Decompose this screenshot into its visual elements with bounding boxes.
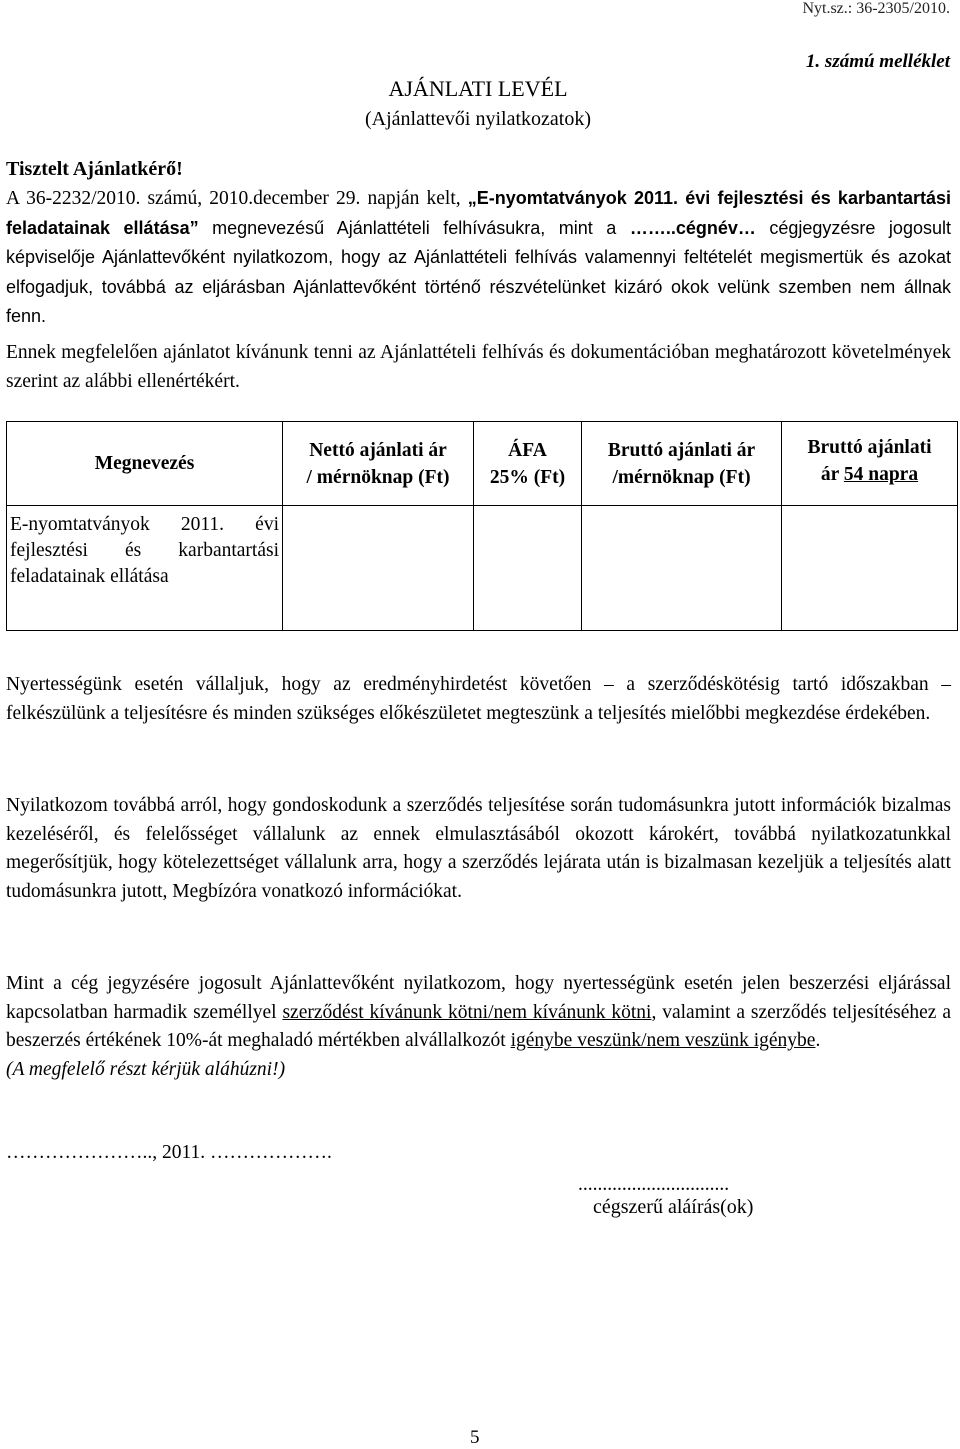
salutation: Tisztelt Ajánlatkérő! bbox=[6, 158, 183, 180]
intro-text-3: cégjegyzésre jogosult képviselője Ajánlattevőként nyilatkozom, hogy az Ajánlattételi felhívás valamennyi feltételét megismertük és azokat elfogadjuk, továbbá az eljárásban Ajánlattevőként történő részvételünket kizáró okok velünk szemben nem állnak fenn. bbox=[6, 217, 951, 326]
vat-cell[interactable] bbox=[474, 506, 582, 631]
table-row bbox=[7, 506, 958, 631]
gross-54-days-cell[interactable] bbox=[782, 506, 958, 631]
intro-paragraph bbox=[6, 184, 951, 332]
confidentiality-paragraph: Nyilatkozom továbbá arról, hogy gondoskodunk a szerződés teljesítése során tudomásunkra jutott információk bizalmas kezeléséről, és felelősséget vállalunk az ennek elmulasztásából okozott károkért, továbbá nyilatkozatunkkal megerősítjük, hogy kötelezettséget vállalunk arra, hogy a szerződés lejárata után is bizalmasan kezeljük a teljesítés alatt tudomásunkra jutott, Megbízóra vonatkozó információkat. bbox=[6, 795, 951, 902]
header-name: Megnevezés bbox=[7, 422, 283, 506]
net-price-cell[interactable] bbox=[283, 506, 474, 631]
header-net-price: Nettó ajánlati ár / mérnöknap (Ft) bbox=[283, 422, 474, 506]
signature-line[interactable]: ............................... bbox=[578, 1174, 730, 1195]
annex-label: 1. számú melléklet bbox=[805, 51, 950, 72]
service-name-cell: E-nyomtatványok 2011. évi fejlesztési és karbantartási feladatainak ellátása bbox=[7, 506, 283, 631]
page-number: 5 bbox=[470, 1427, 480, 1448]
title-main: AJÁNLATI LEVÉL bbox=[388, 76, 568, 101]
table-header-row bbox=[7, 422, 958, 506]
reference-number: Nyt.sz.: 36-2305/2010. bbox=[802, 0, 950, 17]
subcontractor-choice: igénybe veszünk/nem veszünk igénybe bbox=[510, 1030, 816, 1051]
header-vat: ÁFA 25% (Ft) bbox=[474, 422, 582, 506]
intro-text-1: A 36-2232/2010. számú, 2010.december 29. napján kelt, bbox=[6, 188, 468, 209]
gross-price-cell[interactable] bbox=[582, 506, 782, 631]
commitment-paragraph: Nyertességünk esetén vállaljuk, hogy az eredményhirdetést követően – a szerződéskötésig tartó időszakban – felkészülünk a teljesítésre és minden szükséges előkészületet megteszünk a teljesítés mielőbbi megkezdése érdekében. bbox=[6, 674, 951, 724]
company-name-placeholder: ……..cégnév… bbox=[629, 217, 770, 238]
signature-label: cégszerű aláírás(ok) bbox=[593, 1196, 754, 1218]
contract-choice: szerződést kívánunk kötni/nem kívánunk kötni bbox=[282, 1001, 652, 1023]
header-gross-price: Bruttó ajánlati ár /mérnöknap (Ft) bbox=[582, 422, 782, 506]
tender-subject: „E-nyomtatványok 2011. évi fejlesztési és karbantartási feladatainak ellátása” bbox=[6, 188, 951, 238]
date-line[interactable]: ………………….., 2011. ………………. bbox=[6, 1142, 332, 1163]
title-subtitle: (Ajánlattevői nyilatkozatok) bbox=[364, 108, 592, 130]
subcontracting-paragraph: Mint a cég jegyzésére jogosult Ajánlattevőként nyilatkozom, hogy nyertességünk esetén jelen beszerzési eljárással kapcsolatban harmadik személlyel szerződést kívánunk kötni/nem kívánunk kötni, valamint a szerződés teljesítéséhez a beszerzés értékének 10%-át meghaladó mértékben alvállalkozót igénybe veszünk/nem veszünk igénybe. (A megfelelő részt kérjük aláhúzni!) bbox=[6, 973, 951, 1080]
intro-text-2: megnevezésű Ajánlattételi felhívásukra, mint a bbox=[198, 217, 630, 238]
header-gross-54-days: Bruttó ajánlati ár 54 napra bbox=[782, 422, 958, 506]
intro-paragraph-2: Ennek megfelelően ajánlatot kívánunk tenni az Ajánlattételi felhívás és dokumentációban meghatározott követelmények szerint az alábbi ellenértékért. bbox=[6, 342, 951, 392]
document-title bbox=[333, 74, 623, 134]
offer-price-table bbox=[6, 421, 958, 631]
underline-note: (A megfelelő részt kérjük aláhúzni!) bbox=[6, 1058, 286, 1080]
